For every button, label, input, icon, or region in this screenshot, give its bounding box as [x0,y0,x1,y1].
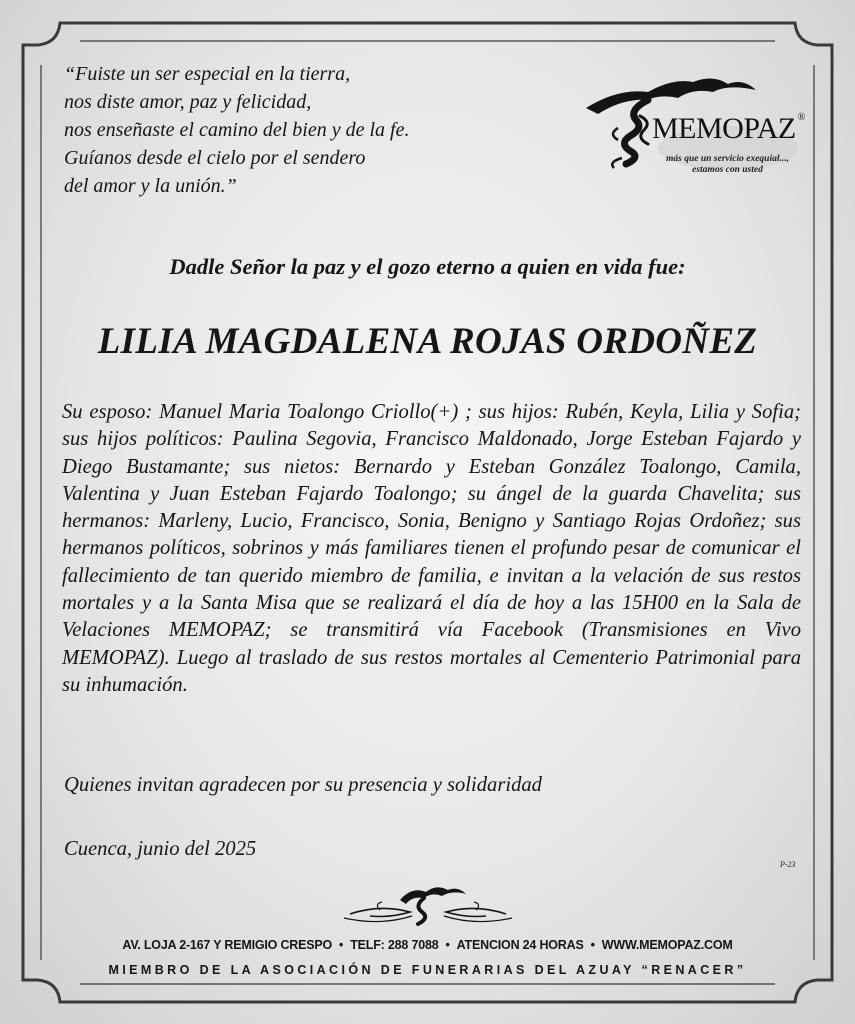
tagline-line: estamos con usted [692,165,763,175]
quote-line: “Fuiste un ser especial en la tierra, [64,63,351,85]
separator: • [590,938,595,952]
deceased-name: LILIA MAGDALENA ROJAS ORDOÑEZ [97,321,758,362]
registered-mark: ® [797,112,805,123]
separator: • [339,938,344,952]
phone: TELF: 288 7088 [350,938,439,952]
thanks-line: Quienes invitan agradecen por su presencia y solidaridad [64,774,542,796]
ad-code: P-23 [780,860,796,869]
memopaz-logo-text [652,112,805,146]
tagline-line: más que un servicio exequial..., [666,154,789,164]
hours: ATENCION 24 HORAS [456,938,584,952]
quote-line: nos enseñaste el camino del bien y de la fe. [64,119,410,141]
contact-line [0,938,855,952]
address: AV. LOJA 2-167 Y REMIGIO CRESPO [122,938,333,952]
announcement-body: Su esposo: Manuel Maria Toalongo Criollo(+) ; sus hijos: Rubén, Keyla, Lilia y Sofia; sus hijos políticos: Paulina Segovia, Francisco Maldonado, Jorge Esteban Fajardo y Diego Bustamante; sus nietos: Bernardo y Esteban González Toalongo, Camila, Valentina y Juan Esteban Fajardo Toalongo; su ángel de la guarda Chavelita; sus hermanos: Marleny, Lucio, Francisco, Sonia, Benigno y Santiago Rojas Ordoñez; sus hermanos políticos, sobrinos y más familiares tienen el profundo pesar de comunicar el fallecimiento de tan querido miembro de familia, e invitan a la velación de sus restos mortales y a la Santa Misa que se realizará el día de hoy a las 15H00 en la Sala de Velaciones MEMOPAZ; se transmitirá vía Facebook (Transmisiones en Vivo MEMOPAZ). Luego al traslado de sus restos mortales al Cementerio Patrimonial para su inhumación. [62,401,801,696]
logo-tagline [640,154,815,176]
quote-line: nos diste amor, paz y felicidad, [64,91,312,113]
memorial-quote [64,60,494,200]
quote-line: Guíanos desde el cielo por el sendero [64,147,366,169]
separator: • [445,938,450,952]
intro-line: Dadle Señor la paz y el gozo eterno a quien en vida fue: [169,254,686,279]
quote-line: del amor y la unión.” [64,175,237,197]
ornament-icon [340,882,516,930]
logo-name: MEMOPAZ [652,112,796,145]
website: WWW.MEMOPAZ.COM [601,938,733,952]
place-date: Cuenca, junio del 2025 [64,838,257,860]
membership-line: MIEMBRO DE LA ASOCIACIÓN DE FUNERARIAS DEL AZUAY “RENACER” [108,963,747,977]
